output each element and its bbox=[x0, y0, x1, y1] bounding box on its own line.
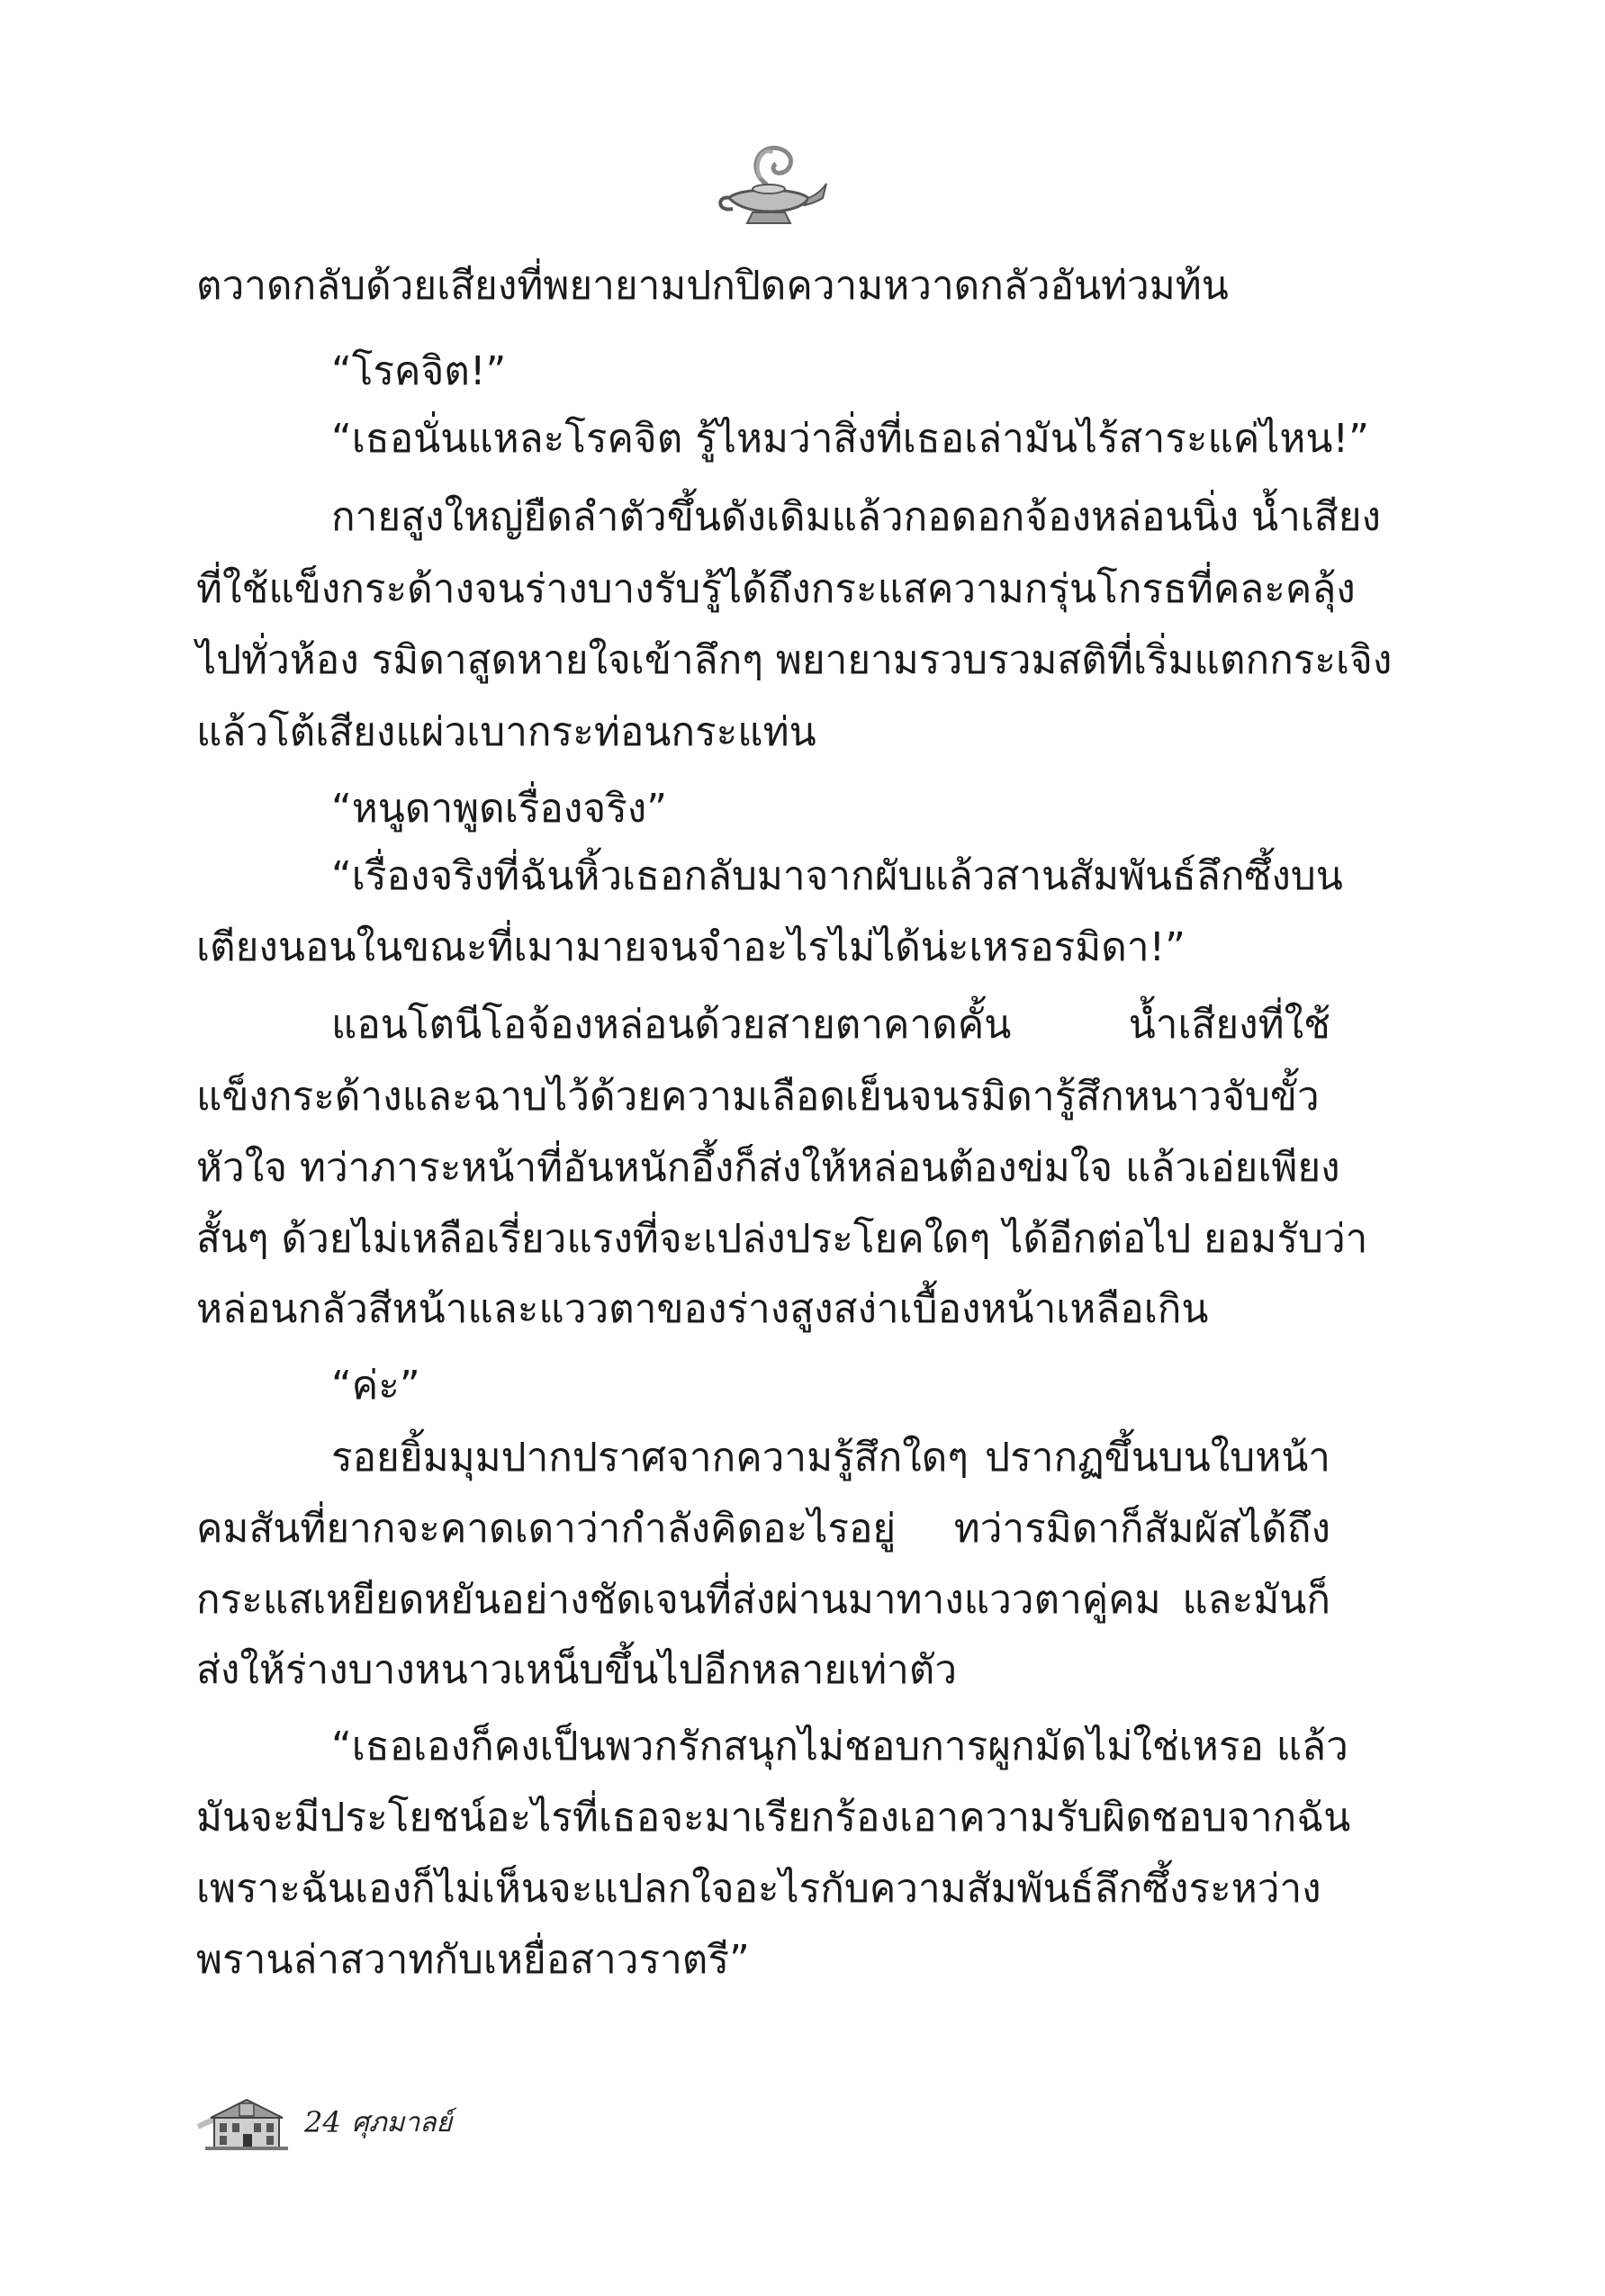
paragraph-line: รอยยิ้มมุมปากปราศจากความรู้สึกใดๆ ปรากฏขึ้นบนใบหน้า bbox=[331, 1435, 1330, 1481]
dialogue-line: เพราะฉันเองก็ไม่เห็นจะแปลกใจอะไรกับความสัมพันธ์ลึกซึ้งระหว่าง bbox=[196, 1866, 1321, 1912]
page-number: 24 bbox=[304, 2105, 341, 2139]
paragraph-line: คมสันที่ยากจะคาดเดาว่ากำลังคิดอะไรอยู่ ทว่ารมิดาก็สัมผัสได้ถึง bbox=[196, 1506, 1330, 1552]
dialogue-line: “เรื่องจริงที่ฉันหิ้วเธอกลับมาจากผับแล้วสานสัมพันธ์ลึกซึ้งบน bbox=[331, 853, 1343, 899]
paragraph-line: หัวใจ ทว่าภาระหน้าที่อันหนักอึ้งก็ส่งให้หล่อนต้องข่มใจ แล้วเอ่ยเพียง bbox=[196, 1145, 1340, 1191]
paragraph-line: สั้นๆ ด้วยไม่เหลือเรี่ยวแรงที่จะเปล่งประโยคใดๆ ได้อีกต่อไป ยอมรับว่า bbox=[196, 1216, 1368, 1262]
magic-lamp-icon bbox=[711, 135, 828, 234]
paragraph-line: กายสูงใหญ่ยืดลำตัวขึ้นดังเดิมแล้วกอดอกจ้องหล่อนนิ่ง น้ำเสียง bbox=[331, 494, 1381, 540]
paragraph-line: ที่ใช้แข็งกระด้างจนร่างบางรับรู้ได้ถึงกระแสความกรุ่นโกรธที่คละคลุ้ง bbox=[196, 566, 1356, 612]
paragraph-line: ส่งให้ร่างบางหนาวเหน็บขึ้นไปอีกหลายเท่าตัว bbox=[196, 1647, 958, 1693]
paragraph-line: ตวาดกลับด้วยเสียงที่พยายามปกปิดความหวาดกลัวอันท่วมท้น bbox=[196, 263, 1229, 309]
dialogue-line: เตียงนอนในขณะที่เมามายจนจำอะไรไม่ได้น่ะเหรอรมิดา!” bbox=[196, 924, 1186, 970]
paragraph-line: ไปทั่วห้อง รมิดาสูดหายใจเข้าลึกๆ พยายามรวบรวมสติที่เริ่มแตกกระเจิง bbox=[196, 637, 1393, 683]
dialogue-line: “หนูดาพูดเรื่องจริง” bbox=[331, 786, 668, 832]
paragraph-line: แล้วโต้เสียงแผ่วเบากระท่อนกระแท่น bbox=[196, 709, 816, 755]
paragraph-line: หล่อนกลัวสีหน้าและแววตาของร่างสูงสง่าเบื้องหน้าเหลือเกิน bbox=[196, 1286, 1209, 1332]
page-footer bbox=[196, 2086, 452, 2158]
dialogue-line: “เธอนั่นแหละโรคจิต รู้ไหมว่าสิ่งที่เธอเล่ามันไร้สาระแค่ไหน!” bbox=[331, 416, 1369, 462]
paragraph-line: แข็งกระด้างและฉาบไว้ด้วยความเลือดเย็นจนรมิดารู้สึกหนาวจับขั้ว bbox=[196, 1074, 1320, 1120]
paragraph-line: กระแสเหยียดหยันอย่างชัดเจนที่ส่งผ่านมาทางแววตาคู่คม และมันก็ bbox=[196, 1577, 1330, 1623]
dialogue-line: มันจะมีประโยชน์อะไรที่เธอจะมาเรียกร้องเอาความรับผิดชอบจากฉัน bbox=[196, 1795, 1351, 1841]
dialogue-line: “เธอเองก็คงเป็นพวกรักสนุกไม่ชอบการผูกมัดไม่ใช่เหรอ แล้ว bbox=[331, 1724, 1348, 1769]
paragraph-line: แอนโตนีโอจ้องหล่อนด้วยสายตาคาดคั้น น้ำเสียงที่ใช้ bbox=[331, 1002, 1330, 1048]
dialogue-line: “ค่ะ” bbox=[331, 1363, 420, 1409]
building-icon bbox=[196, 2091, 295, 2154]
publisher-name: ศุภมาลย์ bbox=[351, 2106, 453, 2138]
dialogue-line: “โรคจิต!” bbox=[331, 348, 507, 394]
dialogue-line: พรานล่าสวาทกับเหยื่อสาวราตรี” bbox=[196, 1937, 750, 1983]
